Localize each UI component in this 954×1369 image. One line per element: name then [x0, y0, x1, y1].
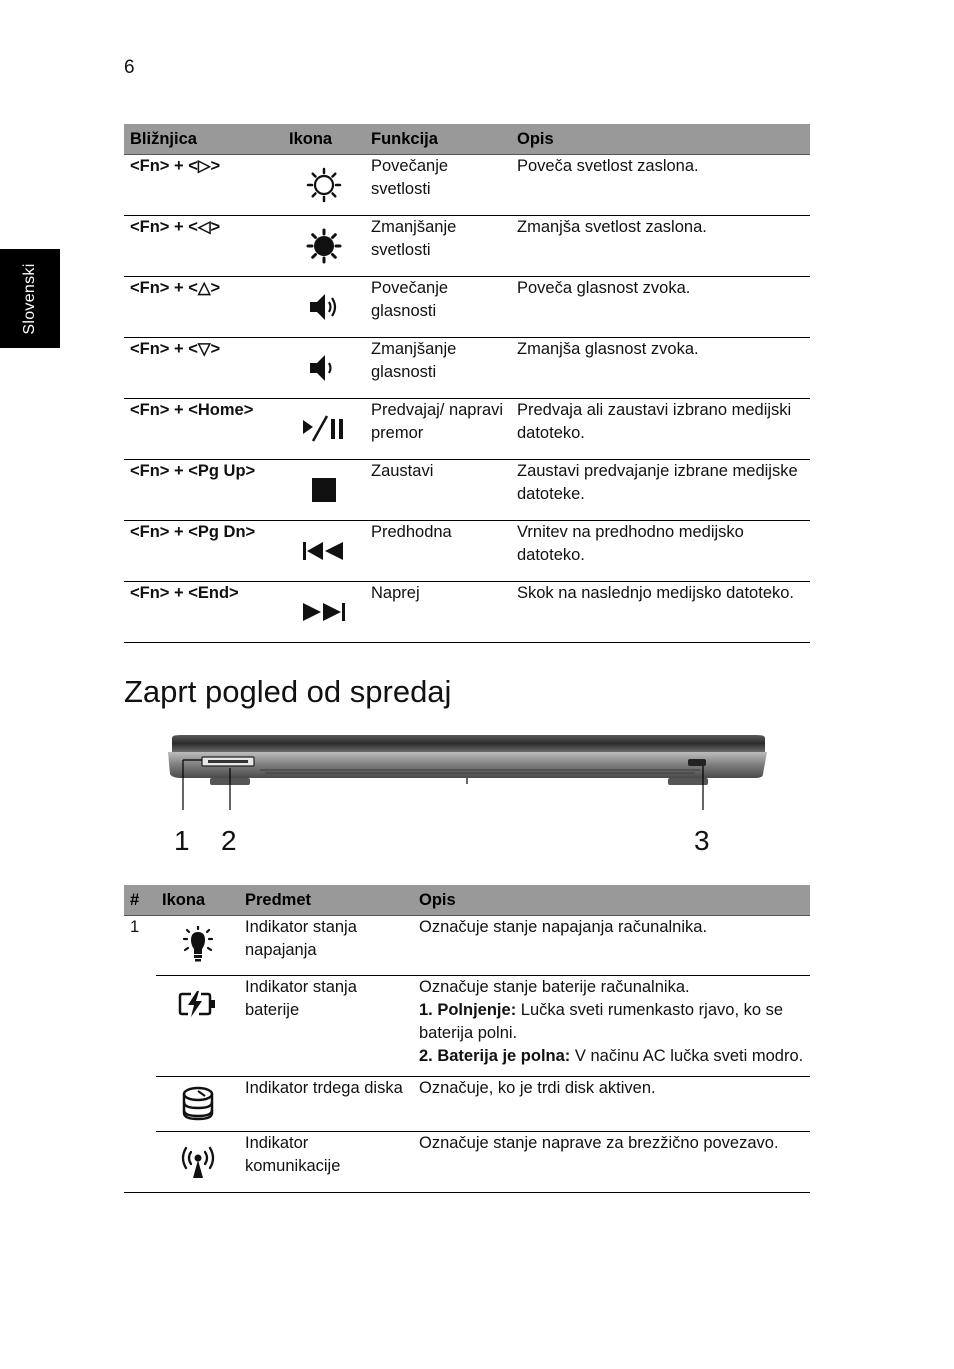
shortcut-description: Poveča svetlost zaslona. — [511, 155, 810, 216]
row-number — [124, 976, 156, 1077]
table-row — [124, 216, 810, 277]
battery-desc-full — [419, 1045, 804, 1076]
col-header: Funkcija — [365, 124, 511, 155]
stop-icon — [311, 477, 337, 503]
row-number — [124, 1077, 156, 1132]
brightness-up-icon — [306, 167, 342, 203]
brightness-down-icon — [306, 228, 342, 264]
shortcut-function: Zaustavi — [365, 460, 511, 521]
previous-track-icon — [301, 540, 347, 562]
col-header: # — [124, 885, 156, 916]
wireless-indicator-icon — [176, 1145, 220, 1179]
volume-up-icon — [307, 291, 341, 323]
shortcut-function: Naprej — [365, 582, 511, 643]
table-row — [124, 155, 810, 216]
callout-3: 3 — [694, 825, 710, 856]
table-row — [124, 1077, 810, 1132]
section-heading: Zaprt pogled od spredaj — [124, 674, 452, 709]
shortcut-key: <Fn> + <◁> — [124, 216, 283, 277]
col-header: Bližnjica — [124, 124, 283, 155]
play-pause-icon — [301, 414, 347, 444]
callout-2: 2 — [221, 825, 237, 856]
table-row — [124, 521, 810, 582]
item-description: Označuje, ko je trdi disk aktiven. — [413, 1077, 810, 1132]
item-name: Indikator trdega diska — [239, 1077, 413, 1132]
hdd-indicator-icon — [180, 1085, 216, 1123]
row-number — [124, 1132, 156, 1193]
callout-1: 1 — [174, 825, 190, 856]
shortcut-key: <Fn> + <End> — [124, 582, 283, 643]
item-description — [413, 976, 810, 1077]
page-number: 6 — [124, 57, 135, 78]
shortcut-description: Vrnitev na predhodno medijsko datoteko. — [511, 521, 810, 582]
table-row — [124, 399, 810, 460]
shortcut-function: Predvajaj/ napravi premor — [365, 399, 511, 460]
shortcuts-table — [124, 124, 810, 643]
table-row — [124, 976, 810, 1077]
item-description: Označuje stanje napajanja računalnika. — [413, 916, 810, 976]
item-description: Označuje stanje naprave za brezžično povezavo. — [413, 1132, 810, 1193]
shortcut-description: Zmanjša svetlost zaslona. — [511, 216, 810, 277]
shortcut-key: <Fn> + <Pg Dn> — [124, 521, 283, 582]
shortcut-function: Zmanjšanje glasnosti — [365, 338, 511, 399]
shortcut-key: <Fn> + <Home> — [124, 399, 283, 460]
charging-label: 1. Polnjenje: — [419, 1001, 517, 1019]
col-header: Ikona — [156, 885, 239, 916]
shortcut-function: Predhodna — [365, 521, 511, 582]
table-row — [124, 460, 810, 521]
shortcut-key: <Fn> + <▷> — [124, 155, 283, 216]
full-label: 2. Baterija je polna: — [419, 1047, 571, 1065]
shortcut-description: Zaustavi predvajanje izbrane medijske datoteke. — [511, 460, 810, 521]
power-indicator-icon — [179, 926, 217, 966]
col-header: Ikona — [283, 124, 365, 155]
shortcut-key: <Fn> + <Pg Up> — [124, 460, 283, 521]
table-row — [124, 277, 810, 338]
charging-text: Lučka sveti rumenkasto rjavo, ko se baterija polni. — [419, 1001, 784, 1042]
battery-indicator-icon — [177, 990, 219, 1018]
shortcut-description: Skok na naslednjo medijsko datoteko. — [511, 582, 810, 643]
shortcuts-table-header — [124, 124, 810, 155]
front-view-table — [124, 885, 810, 1193]
table-row — [124, 916, 810, 976]
table-row — [124, 1132, 810, 1193]
laptop-front-view-illustration — [160, 730, 775, 810]
col-header: Opis — [413, 885, 810, 916]
next-track-icon — [301, 601, 347, 623]
volume-down-icon — [307, 352, 341, 384]
language-side-tab — [0, 249, 60, 348]
shortcut-key: <Fn> + <△> — [124, 277, 283, 338]
shortcut-function: Povečanje svetlosti — [365, 155, 511, 216]
battery-desc-intro: Označuje stanje baterije računalnika. — [419, 978, 690, 996]
battery-desc-charging — [419, 999, 804, 1045]
item-name: Indikator stanja baterije — [239, 976, 413, 1077]
row-number: 1 — [130, 918, 140, 936]
item-name: Indikator komunikacije — [239, 1132, 413, 1193]
col-header: Predmet — [239, 885, 413, 916]
table-row — [124, 338, 810, 399]
item-name: Indikator stanja napajanja — [239, 916, 413, 976]
col-header: Opis — [511, 124, 810, 155]
shortcut-description: Poveča glasnost zvoka. — [511, 277, 810, 338]
shortcut-function: Zmanjšanje svetlosti — [365, 216, 511, 277]
table-row — [124, 582, 810, 643]
shortcut-description: Zmanjša glasnost zvoka. — [511, 338, 810, 399]
shortcut-function: Povečanje glasnosti — [365, 277, 511, 338]
full-text: V načinu AC lučka sveti modro. — [570, 1047, 804, 1065]
side-tab-label: Slovenski — [21, 262, 38, 335]
shortcut-description: Predvaja ali zaustavi izbrano medijski datoteko. — [511, 399, 810, 460]
front-table-header — [124, 885, 810, 916]
shortcut-key: <Fn> + <▽> — [124, 338, 283, 399]
